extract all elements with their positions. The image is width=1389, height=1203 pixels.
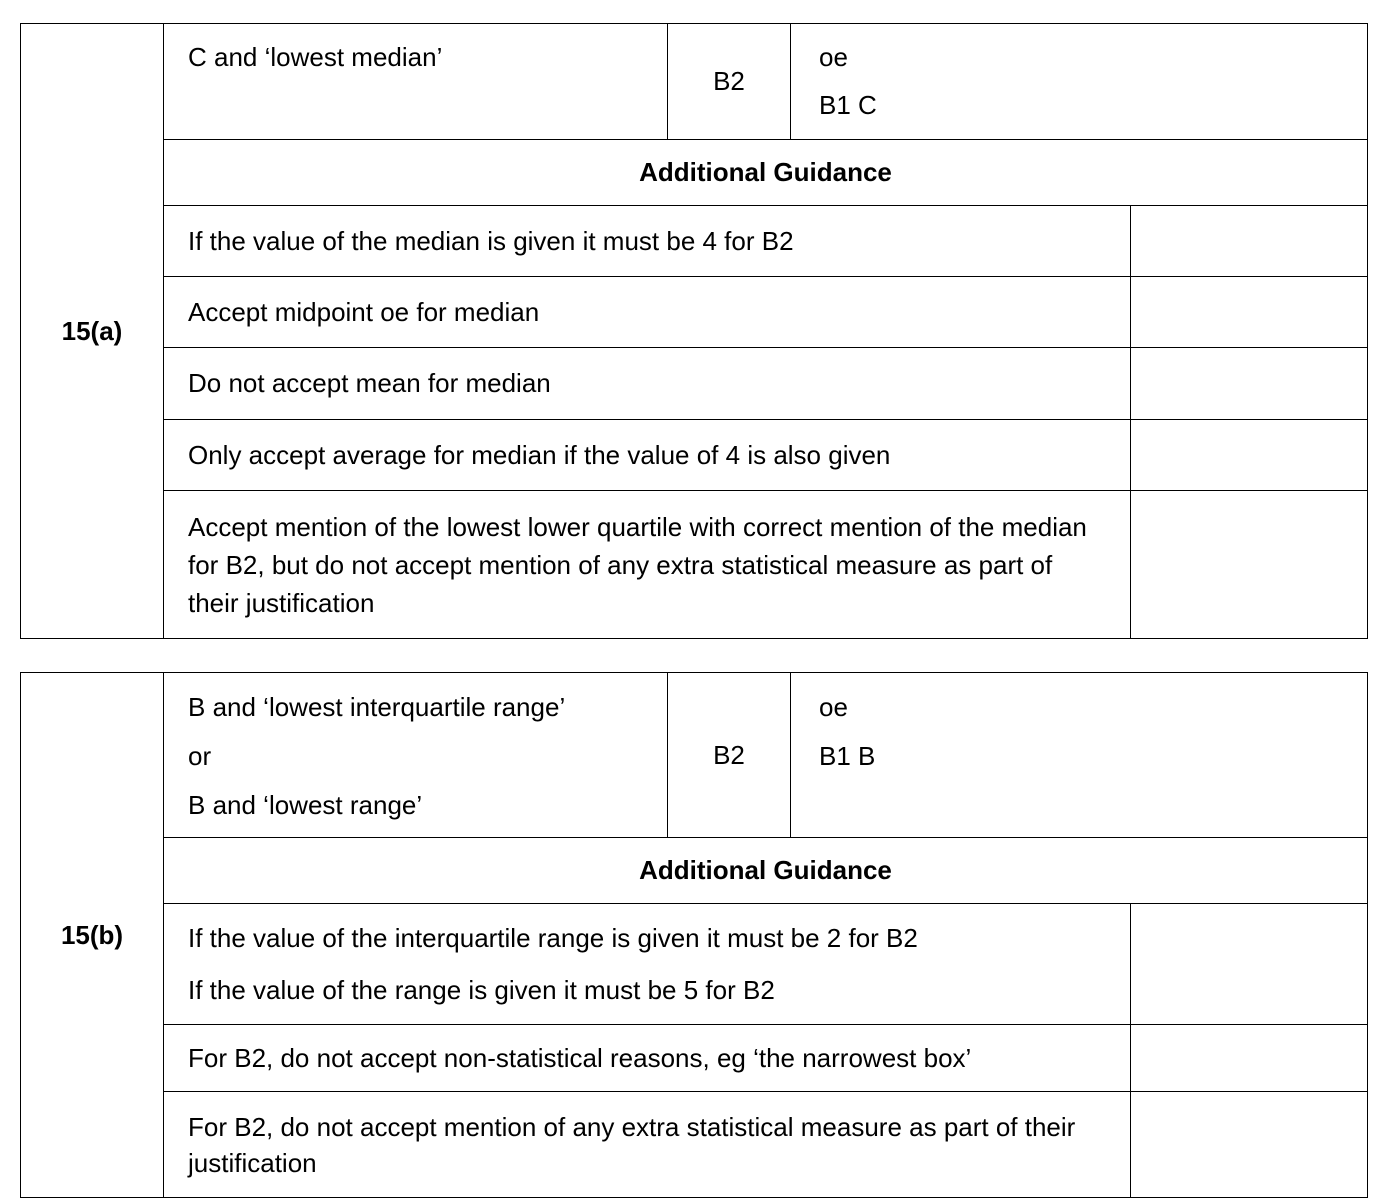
answer-text: B and ‘lowest interquartile range’ <box>188 692 566 722</box>
guidance-text: If the value of the range is given it must be 5 for B2 <box>188 975 775 1005</box>
notes-cell <box>791 673 1368 838</box>
guidance-blank-cell <box>1131 206 1368 277</box>
guidance-blank-cell <box>1131 277 1368 348</box>
additional-guidance-heading: Additional Guidance <box>164 838 1368 904</box>
guidance-blank-cell <box>1131 348 1368 420</box>
guidance-blank-cell <box>1131 1092 1368 1198</box>
guidance-text: Do not accept mean for median <box>164 348 1131 420</box>
guidance-text: For B2, do not accept mention of any extra statistical measure as part of their justification <box>164 1092 1131 1198</box>
guidance-text: For B2, do not accept non-statistical reasons, eg ‘the narrowest box’ <box>164 1025 1131 1092</box>
guidance-text: Accept midpoint oe for median <box>164 277 1131 348</box>
notes-line: oe <box>819 42 848 72</box>
question-number: 15(a) <box>21 24 164 639</box>
notes-cell <box>791 24 1368 140</box>
notes-line: B1 B <box>819 741 876 771</box>
guidance-text: If the value of the interquartile range is given it must be 2 for B2 <box>188 923 918 953</box>
mark-cell: B2 <box>668 24 791 140</box>
guidance-text: If the value of the median is given it must be 4 for B2 <box>164 206 1131 277</box>
guidance-text: Only accept average for median if the value of 4 is also given <box>164 420 1131 491</box>
question-number: 15(b) <box>21 673 164 1198</box>
notes-line: oe <box>819 692 848 722</box>
answer-text: B and ‘lowest range’ <box>188 790 423 820</box>
guidance-blank-cell <box>1131 420 1368 491</box>
mark-cell: B2 <box>668 673 791 838</box>
guidance-blank-cell <box>1131 904 1368 1025</box>
answer-text: C and ‘lowest median’ <box>188 42 443 72</box>
answer-cell <box>164 673 668 838</box>
guidance-text-group <box>164 904 1131 1025</box>
notes-line: B1 C <box>819 90 877 120</box>
additional-guidance-heading: Additional Guidance <box>164 140 1368 206</box>
mark-scheme-table-15a <box>20 23 1368 639</box>
guidance-blank-cell <box>1131 1025 1368 1092</box>
mark-scheme-table-15b <box>20 672 1368 1198</box>
guidance-blank-cell <box>1131 491 1368 639</box>
answer-cell <box>164 24 668 140</box>
answer-text: or <box>188 741 212 771</box>
guidance-text: Accept mention of the lowest lower quartile with correct mention of the median for B2, but do not accept mention of any extra statistical measure as part of their justification <box>164 491 1131 639</box>
